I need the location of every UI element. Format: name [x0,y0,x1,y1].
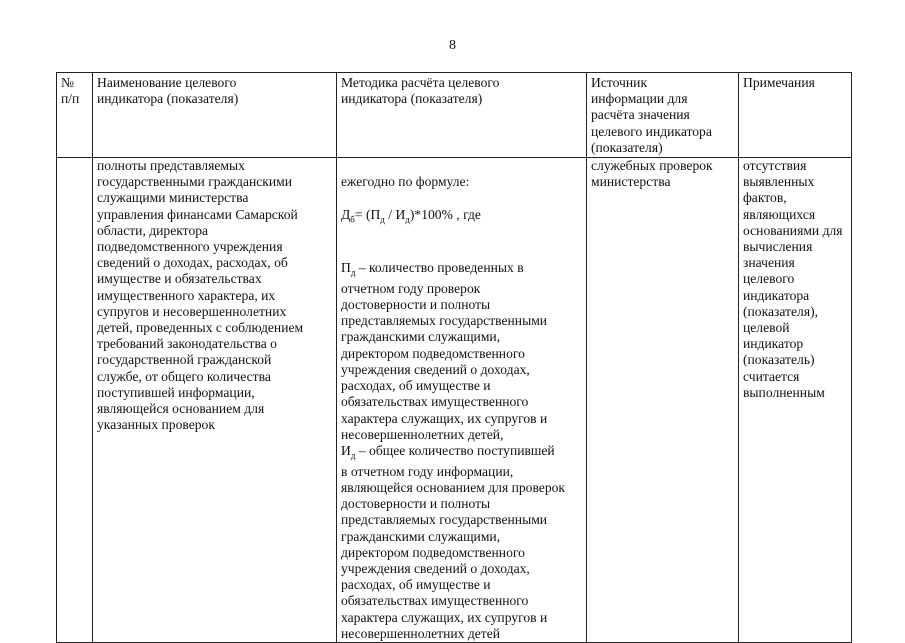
header-number: № п/п [57,73,93,158]
header-calculation-method: Методика расчёта целевого индикатора (показателя) [337,73,587,158]
notes-cell: отсутствия выявленных фактов, являющихся основаниями для вычисления значения целевого индикатора (показателя), целевой индикатор (показатель) считается выполненным [739,158,852,643]
page-number: 8 [449,38,456,53]
formula-line: $Д_б= (П_д / И_д)*100\%$ , где [341,206,481,225]
method-intro: ежегодно по формуле: [341,174,470,190]
table-header-row [57,73,852,158]
header-notes: Примечания [739,73,852,158]
method-definitions: $П_д$ – количество проведенных в отчетном году проверок достоверности и полноты представляемых государственными гражданскими служащими, директором подведомственного учреждения сведений о доходах, расходах, об имуществе и обязательствах имущественного характера служащих, их супругов и несовершеннолетних детей, $И_д$ – общее количество поступившей в отчетном году информации, являющейся основанием для проверок достоверности и полноты представляемых государственными гражданскими служащими, директором подведомственного учреждения сведений о доходах, расходах, об имуществе и обязательствах имущественного характера служащих, их супругов и несовершеннолетних детей [341,259,566,641]
indicator-name-cell: полноты представляемых государственными гражданскими служащими министерства управления финансами Самарской области, директора подведомственного учреждения сведений о доходах, расходах, об имуществе и обязательствах имущественного характера, их супругов и несовершеннолетних детей, проведенных с соблюдением требований законодательства о государственной гражданской службе, от общего количества поступившей информации, являющейся основанием для указанных проверок [93,158,337,643]
information-source-cell: служебных проверок министерства [587,158,739,643]
row-number-cell [57,158,93,643]
indicator-table [56,72,852,643]
header-indicator-name: Наименование целевого индикатора (показателя) [93,73,337,158]
table-row [57,158,852,643]
calculation-method-cell [337,158,587,643]
header-information-source: Источник информации для расчёта значения целевого индикатора (показателя) [587,73,739,158]
